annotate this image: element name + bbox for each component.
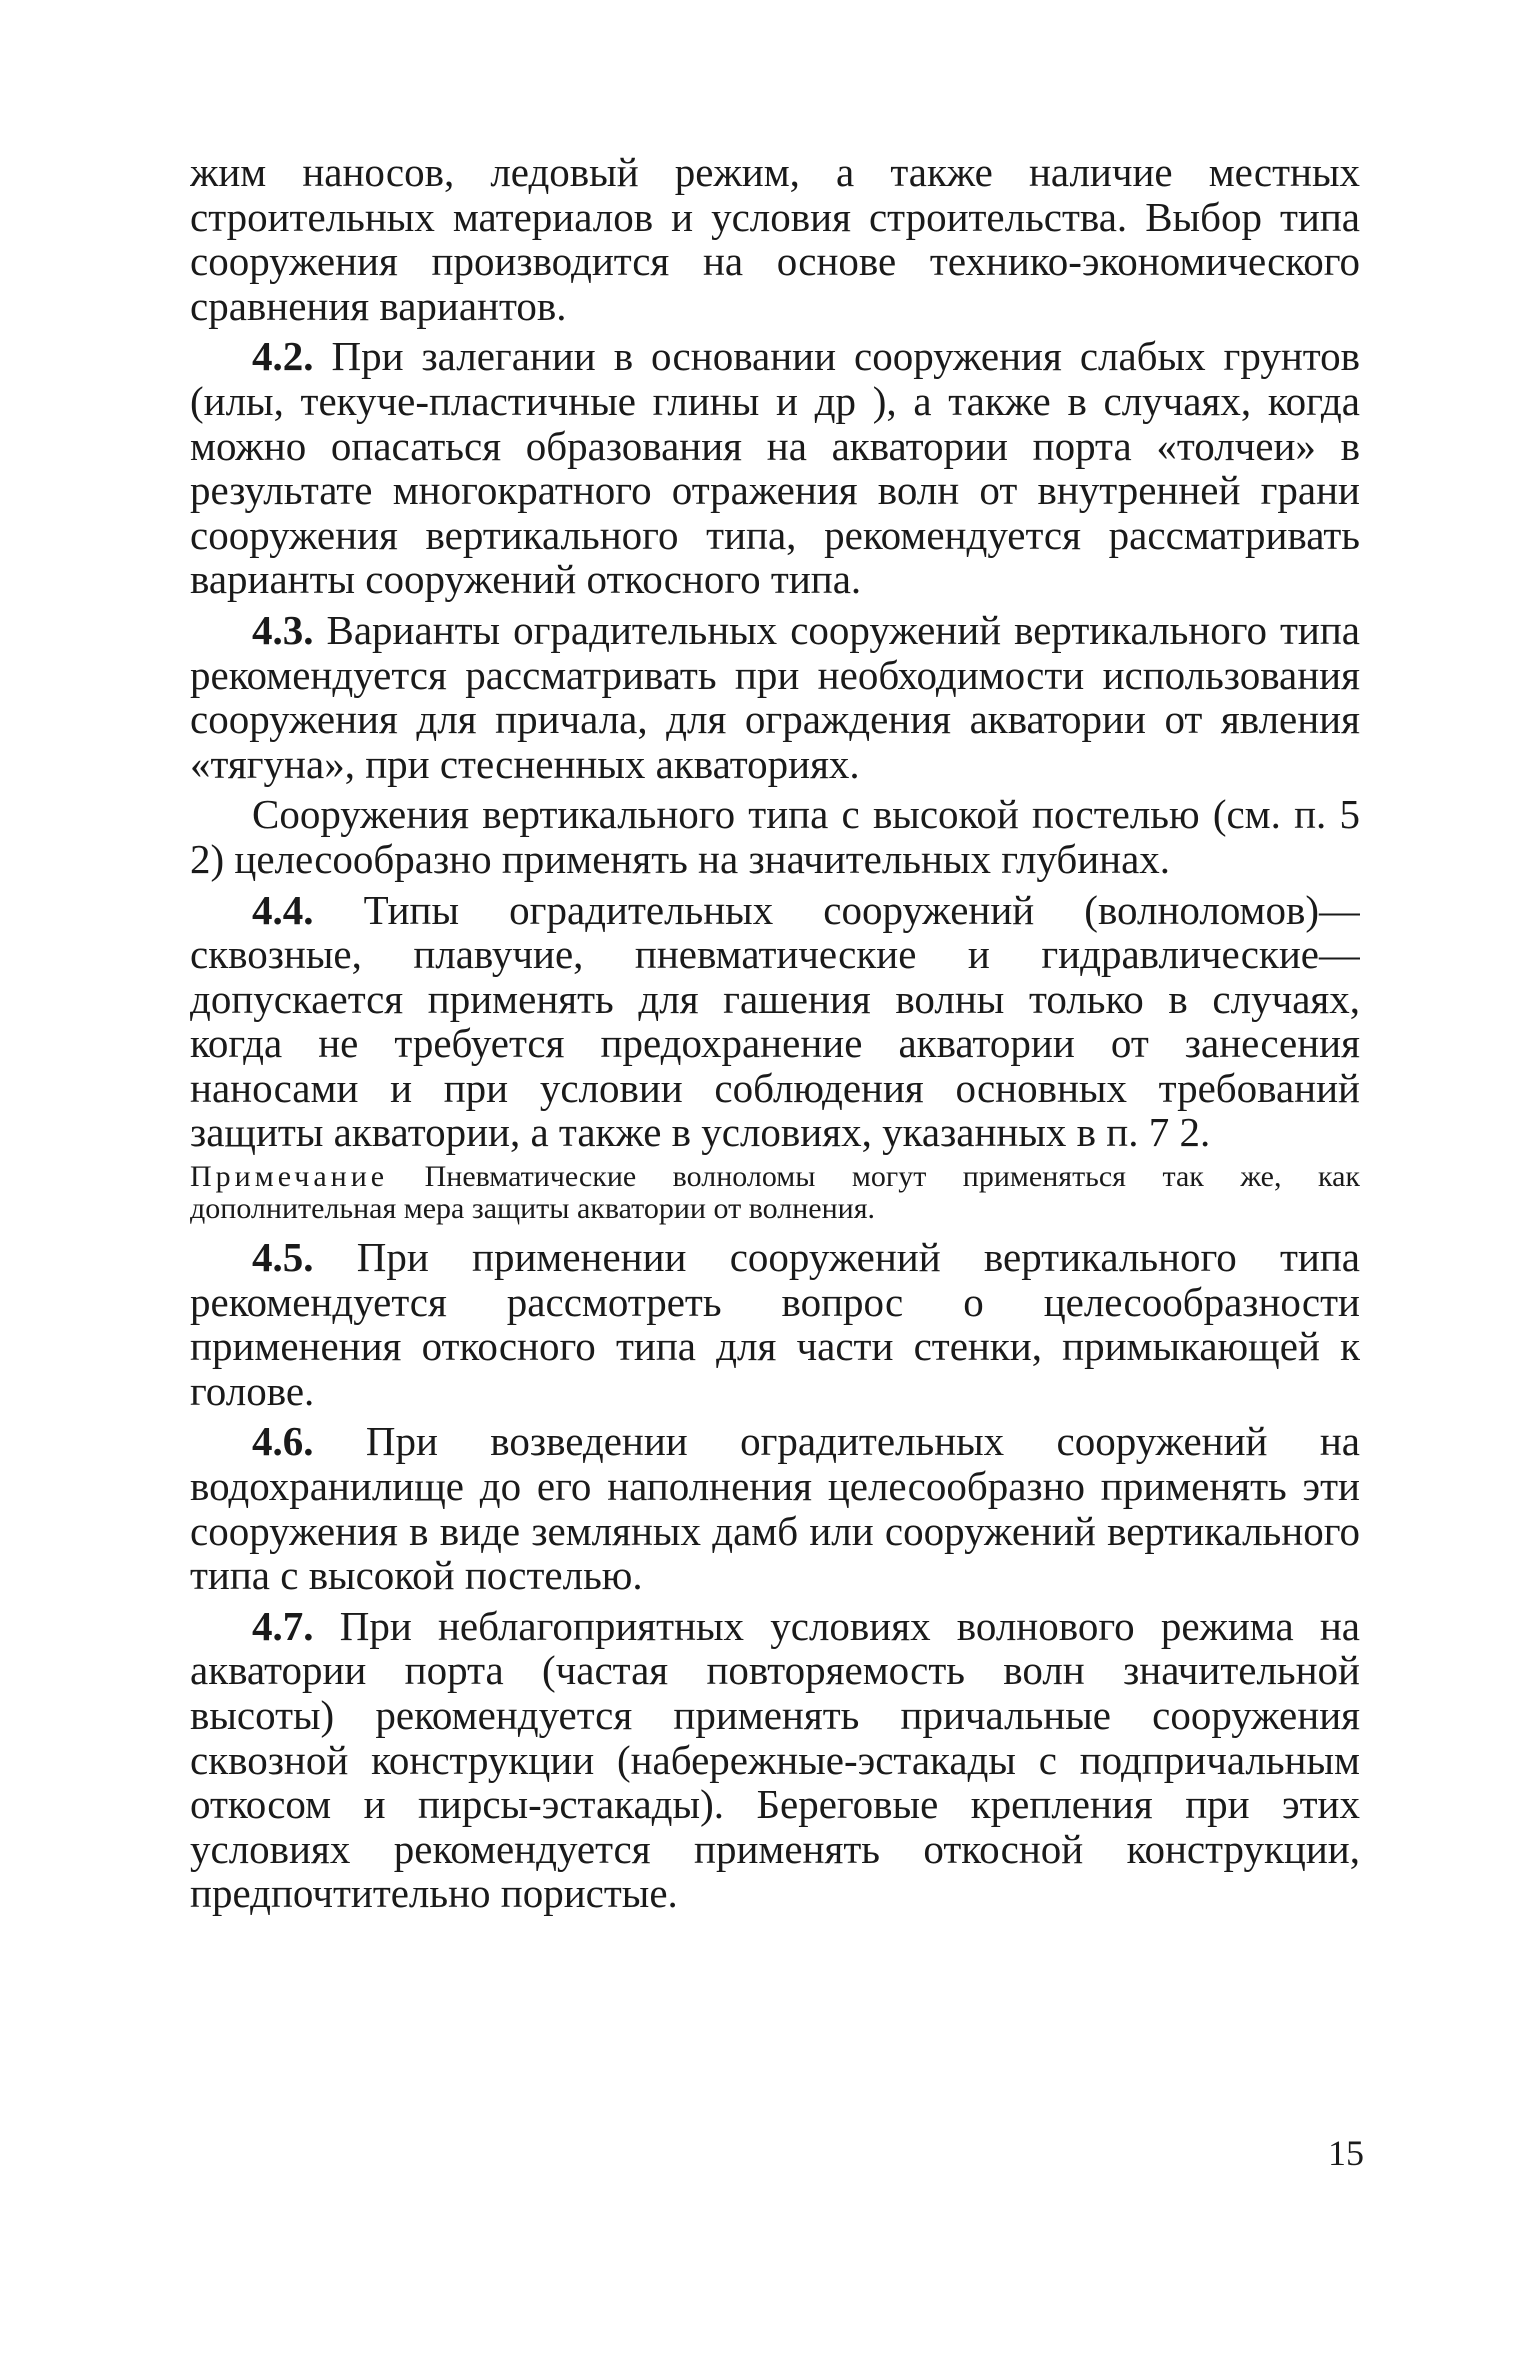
- paragraph-4-3: [190, 608, 1360, 786]
- paragraph-4-7-text: При неблагоприятных условиях волнового режима на акватории порта (частая повторяемость волн значительной высоты) рекомендуется применять причальные сооружения сквозной конструкции (набережные-эстакады с подпричальным откосом и пирсы-эстакады). Береговые крепления при этих условиях рекомендуется применять откосной конструкции, предпочтительно пористые.: [190, 1602, 1360, 1917]
- section-number-4-2: 4.2.: [252, 333, 314, 380]
- paragraph-intro: [190, 150, 1360, 328]
- paragraph-4-5: [190, 1235, 1360, 1413]
- paragraph-intro-text: жим наносов, ледовый режим, а также наличие местных строительных материалов и условия строительства. Выбор типа сооружения производится на основе технико-экономического сравнения вариантов.: [190, 150, 1360, 329]
- section-number-4-6: 4.6.: [252, 1418, 314, 1465]
- note: [190, 1161, 1360, 1225]
- paragraph-4-7: [190, 1604, 1360, 1916]
- page-number: 15: [1328, 2133, 1364, 2173]
- note-text: Пневматические волноломы могут применяться так же, как дополнительная мера защиты акватории от волнения.: [190, 1160, 1360, 1226]
- paragraph-4-3-continued: [190, 792, 1360, 881]
- section-number-4-7: 4.7.: [252, 1602, 314, 1649]
- paragraph-4-5-text: При применении сооружений вертикального типа рекомендуется рассмотреть вопрос о целесообразности применения откосного типа для части стенки, примыкающей к голове.: [190, 1234, 1360, 1414]
- document-page: [190, 150, 1360, 2300]
- section-number-4-3: 4.3.: [252, 606, 314, 653]
- section-number-4-4: 4.4.: [252, 886, 314, 933]
- paragraph-4-4-text: Типы оградительных сооружений (волноломов)— сквозные, плавучие, пневматические и гидравлические— допускается применять для гашения волны только в случаях, когда не требуется предохранение акватории от занесения наносами и при условии соблюдения основных требований защиты акватории, а также в условиях, указанных в п. 7 2.: [190, 886, 1360, 1156]
- paragraph-4-2-text: При залегании в основании сооружения слабых грунтов (илы, текуче-пластичные глины и др ), а также в случаях, когда можно опасаться образования на акватории порта «толчеи» в результате многократного отражения волн от внутренней грани сооружения вертикального типа, рекомендуется рассматривать варианты сооружений откосного типа.: [190, 333, 1360, 603]
- note-label: Примечание: [190, 1160, 389, 1194]
- paragraph-4-3-continued-text: Сооружения вертикального типа с высокой постелью (см. п. 5 2) целесообразно применять на значительных глубинах.: [190, 791, 1360, 882]
- paragraph-4-6: [190, 1419, 1360, 1597]
- section-number-4-5: 4.5.: [252, 1234, 314, 1281]
- paragraph-4-4: [190, 888, 1360, 1156]
- paragraph-4-2: [190, 334, 1360, 602]
- paragraph-4-3-text: Варианты оградительных сооружений вертикального типа рекомендуется рассматривать при необходимости использования сооружения для причала, для ограждения акватории от явления «тягуна», при стесненных акваториях.: [190, 606, 1360, 787]
- paragraph-4-6-text: При возведении оградительных сооружений на водохранилище до его наполнения целесообразно применять эти сооружения в виде земляных дамб или сооружений вертикального типа с высокой постелью.: [190, 1418, 1360, 1599]
